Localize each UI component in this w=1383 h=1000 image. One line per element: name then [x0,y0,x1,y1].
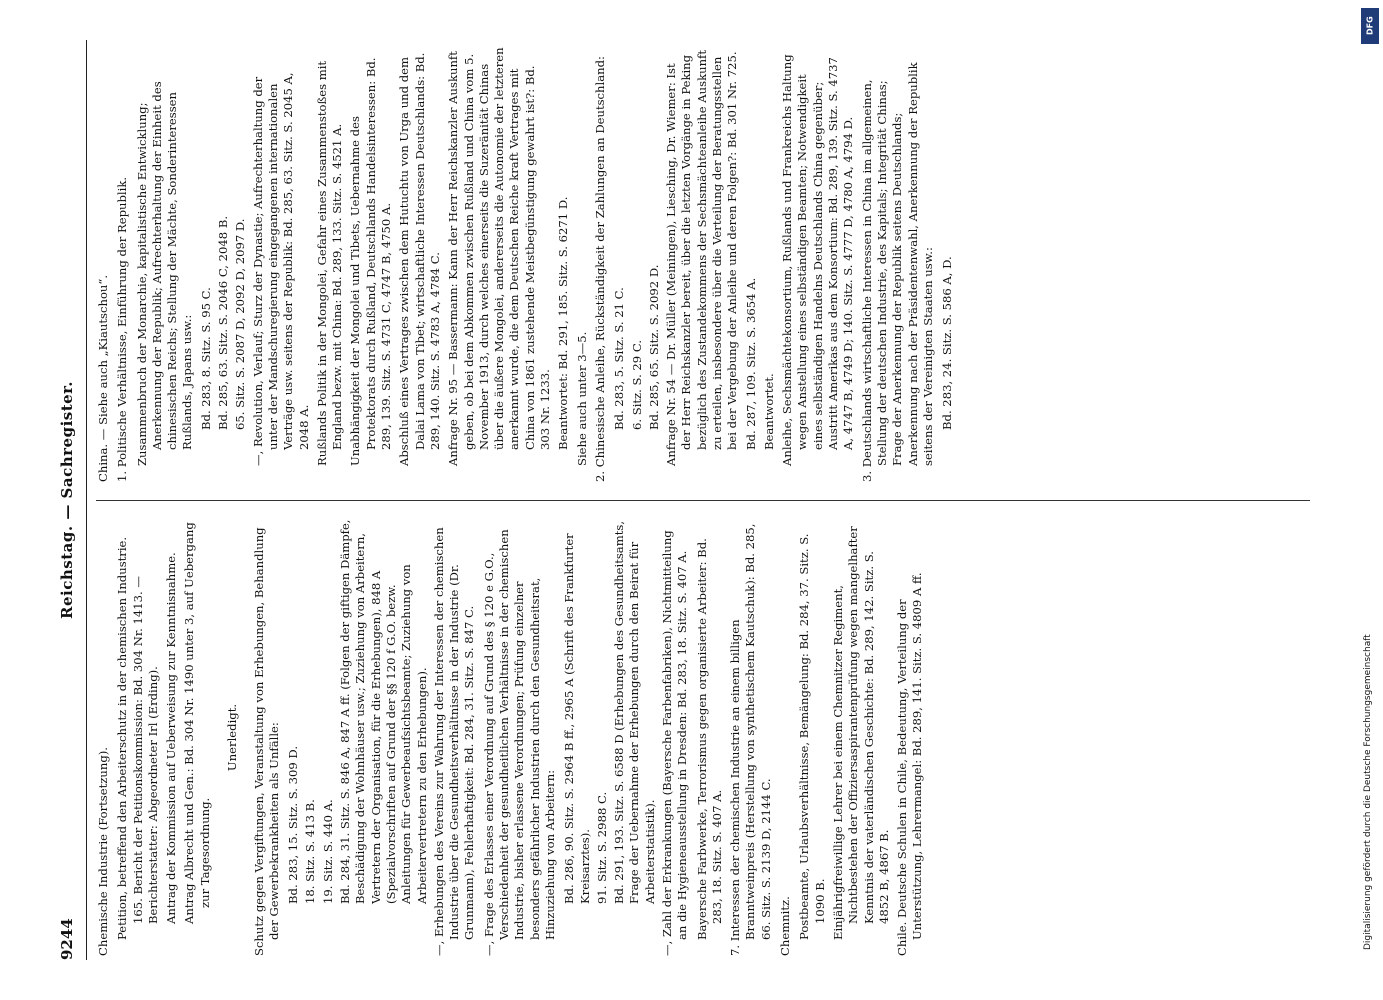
index-entry: Anleihe, Sechsmächtekonsortium, Rußlands und Frankreichs Haltung wegen Anstellung eines selbständigen Beamten; Notwendigkeit eines selbständigen Handelns Deutschlands China gegenüber; Austritt Amerikas aus dem Konsortium: Bd. 289, 139. Sitz. S. 4737 A, 4747 B, 4749 D; 140. Sitz. S. 4777 D, 4780 A, 4794 D. [780,54,856,466]
index-entry: Postbeamte, Urlaubsverhältnisse, Bemängelung: Bd. 284, 37. Sitz. S. 1090 B. [797,533,827,940]
index-entry: —, Frage des Erlasses einer Verordnung auf Grund des § 120 e G.O., Verschiedenheit der gesundheitlichen Verhältnisse in der chemischen Industrie, bisher erlassene Verordnungen; Prüfung einzelner besonders gefährlicher Industrien durch den Gesundheitsrat, Hinzuziehung von Arbeitern: [481,529,557,956]
index-entry: Bd. 285, 63. Sitz. S. 2046 C, 2048 B. [216,215,231,430]
digitization-note: Digitalisierung gefördert durch die Deutsche Forschungsgemeinschaft [1363,634,1373,950]
index-entry: Zusammenbruch der Monarchie, kapitalistische Entwicklung; Anerkennung der Republik; Aufrechterhaltung der Einheit des chinesischen Reichs; Stellung der Mächte, Sonderinteressen Rußlands, Japans usw.: [134,81,195,466]
index-entry: Bd. 284, 31. Sitz. S. 846 A, 847 A ff. (Folgen der giftigen Dämpfe, Beschädigung der Wohnhäuser usw.; Zuziehung von Arbeitern, Vertretern der Organisation, für die Erhebungen), 848 A (Spezialvorschriften auf Grund der §§ 120 f G.O. bezw. Anleitungen für Gewerbeaufsichtsbeamte; Zuziehung von Arbeitervertretern zu den Erhebungen). [338,519,429,904]
dfg-logo: DFG [1361,8,1379,44]
index-entry: Unerledigt. [224,703,239,772]
index-entry: Rußlands Politik in der Mongolei, Gefahr eines Zusammenstoßes mit England bezw. mit China: Bd. 289, 133. Sitz. S. 4521 A. [314,60,345,466]
index-entry: 1. Politische Verhältnisse, Einführung der Republik. [115,176,130,482]
index-entry: —, Zahl der Erkrankungen (Bayersche Farbenfabriken), Nichtmitteilung an die Hygieneausstellung in Dresden: Bd. 283, 18. Sitz. S. 407 A. [659,530,690,956]
index-entry: 65. Sitz. S. 2087 D, 2092 D, 2097 D. [233,218,248,430]
index-entry: 2. Chinesische Anleihe, Rückständigkeit der Zahlungen an Deutschland: [592,56,607,482]
index-entry: Bayersche Farbwerke, Terrorismus gegen organisierte Arbeiter: Bd. 283, 18. Sitz. S. 407 A. [694,538,724,940]
index-entry: Einjährigfreiwillige Lehrer bei einem Chemnitzer Regiment, Nichtbestehen der Offiziersaspirantenprüfung wegen mangelhafter Kenntnis der vaterländischen Geschichte: Bd. 289, 142. Sitz. S. 4852 B, 4867 B. [830,526,891,940]
index-entry: Bd. 283, 15. Sitz. S. 309 D. [286,745,301,904]
index-entry: Bd. 286, 90. Sitz. S. 2964 B ff., 2965 A (Schrift des Frankfurter Kreisarztes). [562,533,592,904]
index-entry: 3. Deutschlands wirtschaftliche Interessen in China im allgemeinen, Stellung der deutschen Industrie, des Kapitals; Integrität Chinas; Frage der Anerkennung der Republik seitens Deutschlands; Anerkennung nach der Präsidentenwahl, Anerkennung der Republik seitens der Vereinigten Staaten usw.: [859,62,935,482]
index-entry: Bd. 291, 193. Sitz. S. 6588 D (Erhebungen des Gesundheitsamts, Frage der Uebernahme der Erhebungen durch den Beirat für Arbeiterstatistik). [612,520,657,904]
index-entry: Anfrage Nr. 95 — Bassermann: Kann der Herr Reichskanzler Auskunft geben, ob bei dem Abkommen zwischen Rußland und China vom 5. November 1913, durch welches einerseits die Suzeränität Chinas über die äußere Mongolei, andererseits die Autonomie der letzteren anerkannt wurde, die dem Deutschen Reiche kraft Vertrages mit China von 1861 zustehende Meistbegünstigung gewahrt ist?: Bd. 303 Nr. 1233. [446,47,553,466]
index-entry: Petition, betreffend den Arbeiterschutz in der chemischen Industrie. 165. Bericht der Petitionskommission: Bd. 304 Nr. 1413. — Berichterstatter: Abgeordneter Irl (Erding). [115,536,160,940]
index-entry: Abschluß eines Vertrages zwischen dem Hutuchtu von Urga und dem Dalai Lama von Tibet; wirtschaftliche Interessen Deutschlands: Bd. 289, 140. Sitz. S. 4783 A, 4784 C. [397,52,442,466]
index-entry: Bd. 283, 8. Sitz. S. 95 C. [198,287,213,430]
index-entry: 18. Sitz. S. 413 B. [303,799,318,904]
index-entry: China. — Siehe auch „Kiautschou“. [96,274,110,482]
index-entry: Anfrage Nr. 54 — Dr. Müller (Meiningen), Liesching, Dr. Wiemer: Ist der Herr Reichskanzler bereit, über die letzten Vorgänge in Peking bezüglich des Zustandekommens der Sechsmächteanleihe Auskunft zu erteilen, insbesondere über die Verteilung der Beratungsstellen bei der Vergebung der Anleihe und deren Folgen?: Bd. 301 Nr. 725. [664,50,740,466]
running-head [52,40,87,960]
index-entry: 19. Sitz. S. 440 A. [320,799,335,904]
index-entry: Bd. 287, 109. Sitz. S. 3654 A. [743,277,758,450]
index-entry: Chemische Industrie (Fortsetzung). [96,747,110,956]
index-entry: Antrag Albrecht und Gen.: Bd. 304 Nr. 1490 unter 3, auf Uebergang zur Tagesordnung. [182,522,212,924]
index-entry: 91. Sitz. S. 2988 C. [594,791,609,904]
index-entry: Bd. 285, 65. Sitz. S. 2092 D. [646,264,661,430]
index-entry: Antrag der Kommission auf Ueberweisung zur Kenntnisnahme. [164,552,179,924]
index-entry: 7. Interessen der chemischen Industrie an einem billigen Branntweinpreis (Herstellung von synthetischem Kautschuk): Bd. 285, 66. Sitz. S. 2139 D, 2144 C. [728,523,773,956]
index-entry: Schutz gegen Vergiftungen, Veranstaltung von Erhebungen, Behandlung der Gewerbekrankheiten als Unfälle: [251,527,281,956]
index-entry: Beantwortet. [761,373,776,450]
index-entry: Siehe auch unter 3—5. [574,331,589,466]
index-entry: —, Erhebungen des Vereins zur Wahrung der Interessen der chemischen Industrie über die Gesundheitsverhältnisse in der Industrie (Dr. Grunmann), Fehlerhaftigkeit: Bd. 284, 31. Sitz. S. 847 C. [431,527,477,956]
two-column-body [96,40,1310,960]
page-number: 9244 [58,918,76,960]
index-entry: Bd. 283, 24. Sitz. S. 586 A, D. [940,256,955,430]
right-column [96,40,1310,500]
left-column [96,500,1310,960]
index-entry: Chemnitz. [778,896,793,956]
index-entry: —, Revolution, Verlauf; Sturz der Dynastie; Aufrechterhaltung der unter der Mandschuregierung eingegangenen internationalen Verträge usw. seitens der Republik: Bd. 285, 63. Sitz. S. 2045 A, 2048 A. [250,72,311,466]
index-entry: Unabhängigkeit der Mongolei und Tibets, Uebernahme des Protektorats durch Rußland, Deutschlands Handelsinteressen: Bd. 289, 139. Sitz. S. 4731 C, 4747 B, 4750 A. [348,57,394,466]
index-entry: Bd. 283, 5. Sitz. S. 21 C. [612,287,627,430]
index-entry: Chile. Deutsche Schulen in Chile, Bedeutung, Verteilung der Unterstützung, Lehrermangel: Bd. 289, 141. Sitz. S. 4809 A ff. [895,572,925,956]
index-entry: Beantwortet: Bd. 291, 185. Sitz. S. 6271 D. [556,196,571,450]
index-entry: 6. Sitz. S. 29 C. [629,339,644,430]
section-title: Reichstag. — Sachregister. [58,381,76,619]
